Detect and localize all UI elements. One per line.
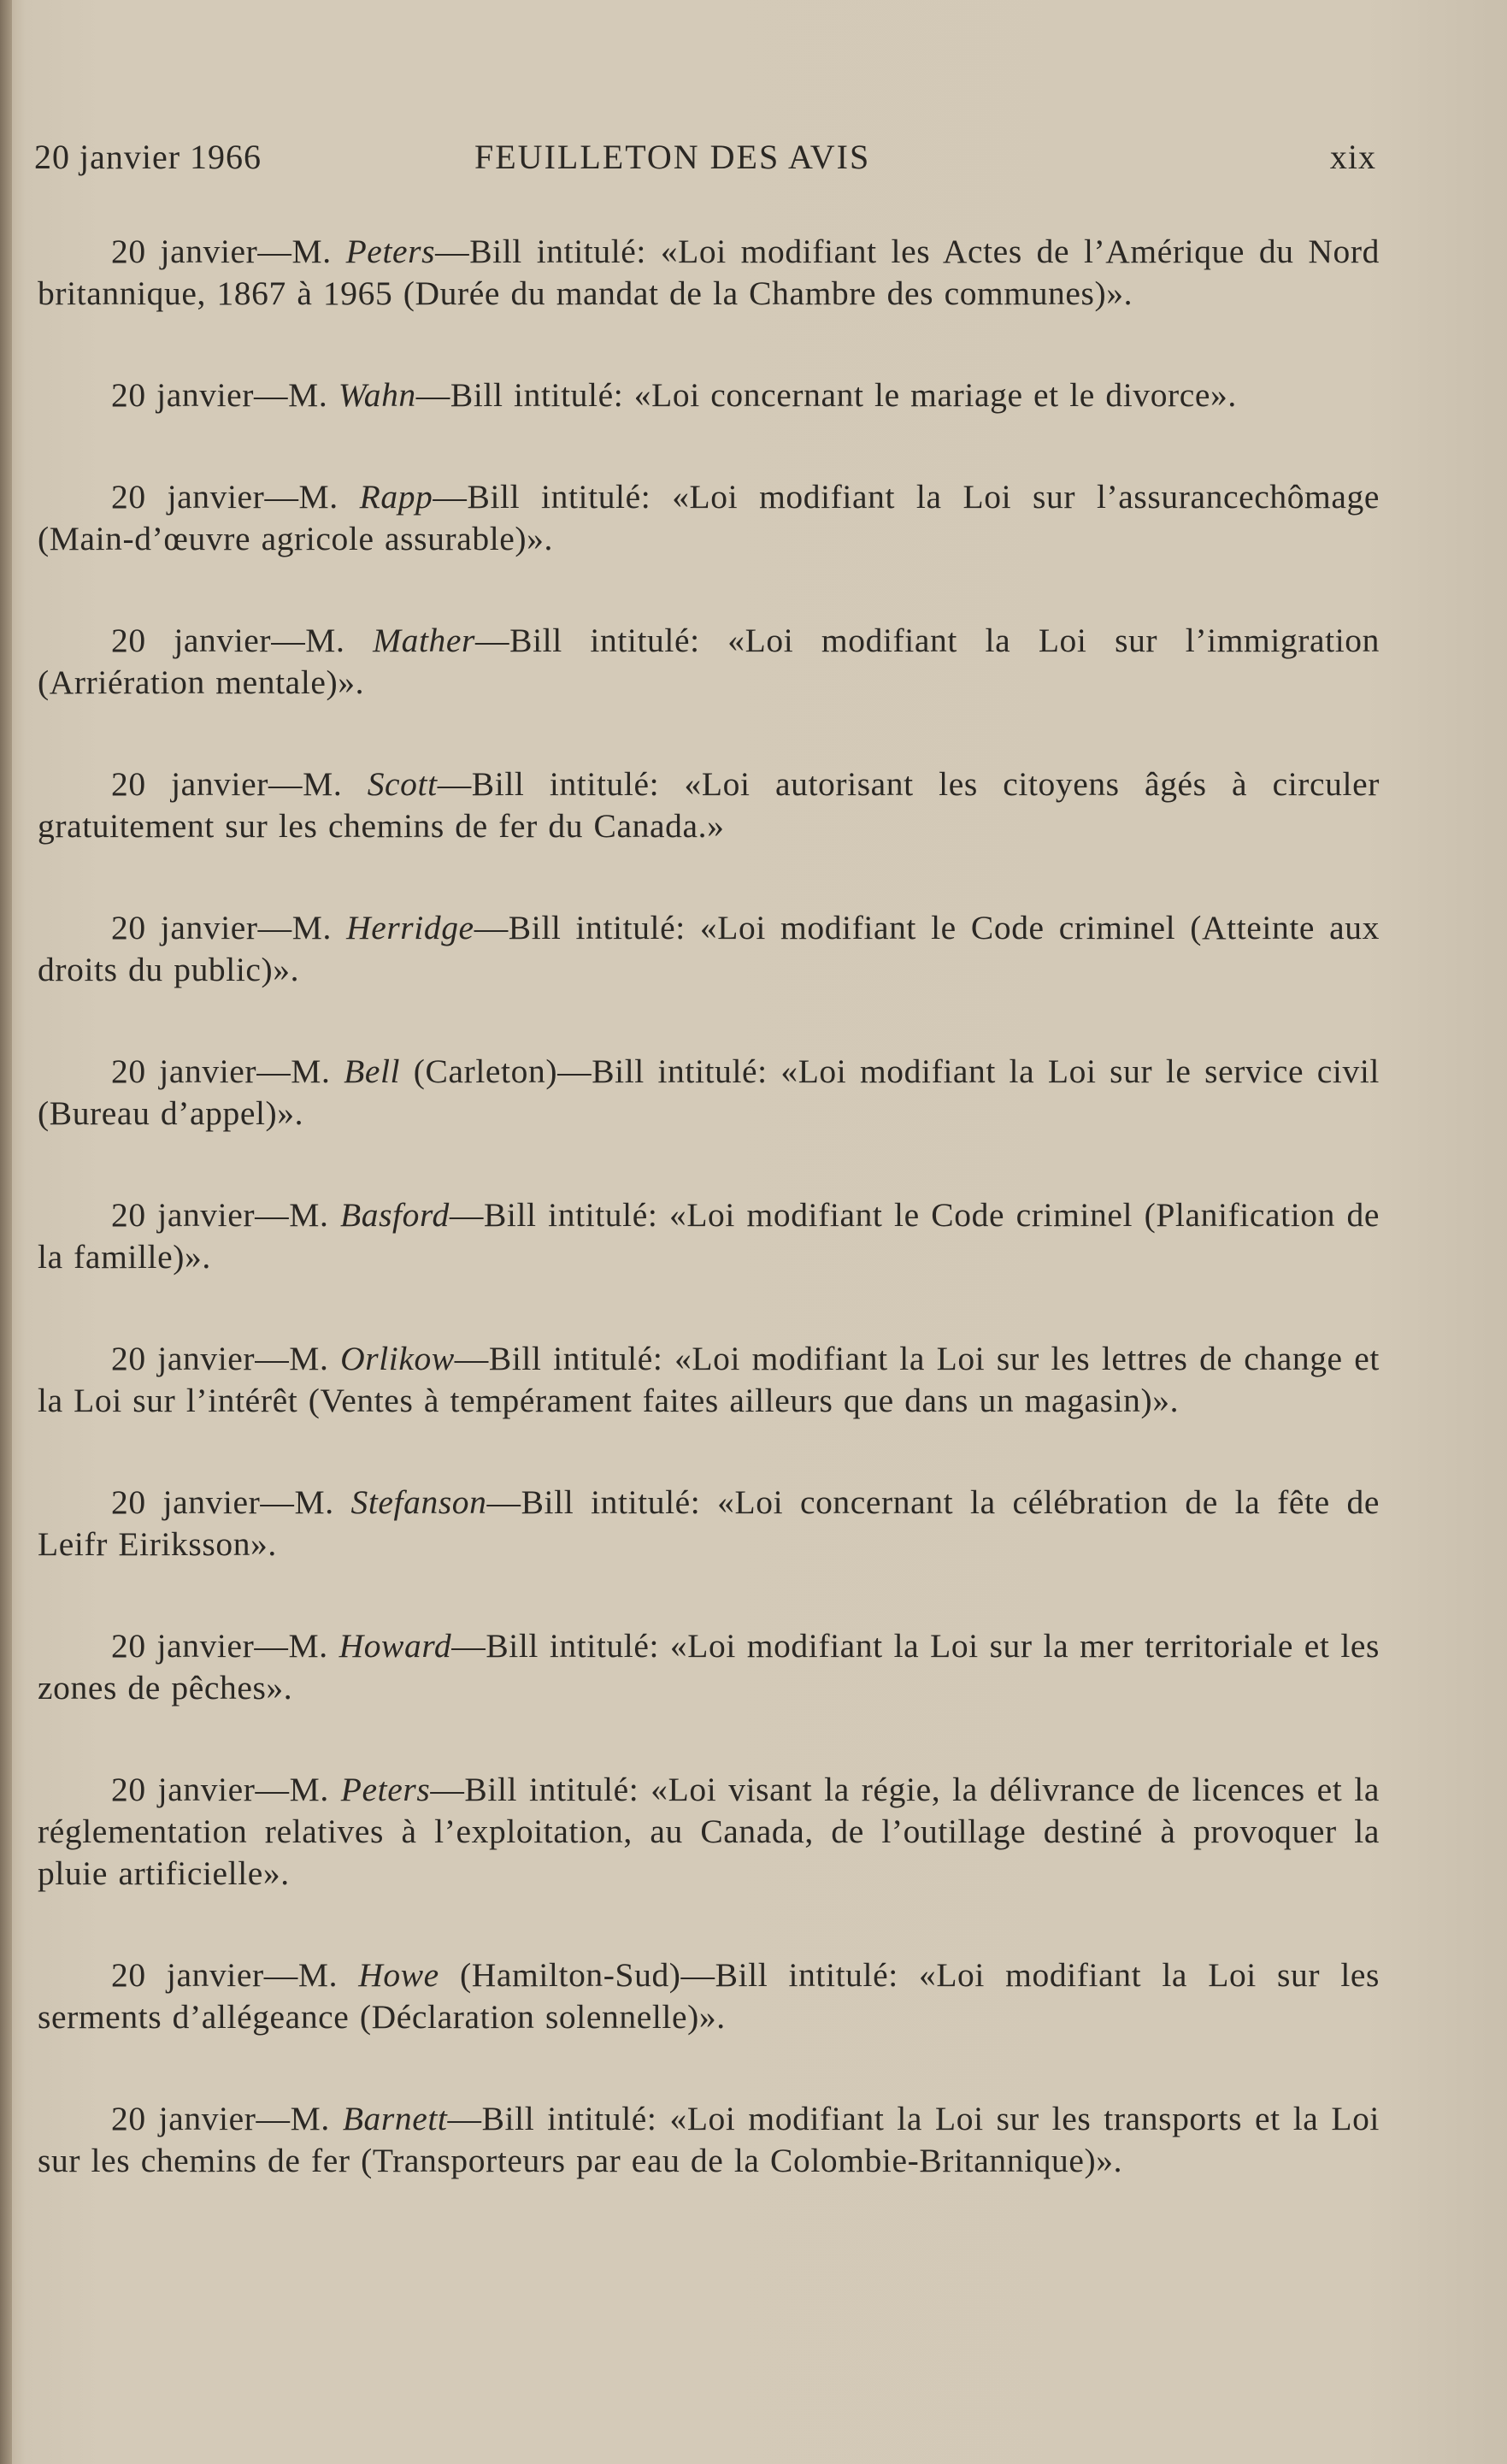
notice-item: 20 janvier—M. Bell (Carleton)—Bill intitulé: «Loi modifiant la Loi sur le service civil (Bureau d’appel)».: [38, 1052, 1380, 1132]
notice-date: 20 janvier: [111, 1340, 256, 1377]
member-name: Orlikow: [340, 1340, 455, 1377]
member-title: M.: [289, 1340, 329, 1377]
book-spine-shadow: [0, 0, 12, 2464]
member-title: M.: [289, 1196, 329, 1234]
member-name: Scott: [367, 765, 438, 803]
bill-text: Bill intitulé: «Loi modifiant les Actes de l’Amérique du Nord britannique, 1867 à 1965 (Durée du mandat de la Chambre des communes)».: [38, 233, 1380, 312]
member-title: M.: [294, 1483, 334, 1521]
notice-item: 20 janvier—M. Peters—Bill intitulé: «Loi modifiant les Actes de l’Amérique du Nord britannique, 1867 à 1965 (Durée du mandat de la Chambre des communes)».: [38, 233, 1380, 312]
notice-date: 20 janvier: [111, 1052, 257, 1090]
notice-item: 20 janvier—M. Basford—Bill intitulé: «Loi modifiant le Code criminel (Planification de la famille)».: [38, 1196, 1380, 1276]
notice-item: 20 janvier—M. Orlikow—Bill intitulé: «Loi modifiant la Loi sur les lettres de change et la Loi sur l’intérêt (Ventes à tempérament faites ailleurs que dans un magasin)».: [38, 1340, 1380, 1419]
member-name: Mather: [373, 622, 476, 659]
notice-item: 20 janvier—M. Peters—Bill intitulé: «Loi visant la régie, la délivrance de licences et la réglementation relatives à l’exploitation, au Canada, de l’outillage destiné à provoquer la pluie artificielle».: [38, 1771, 1380, 1892]
notice-date: 20 janvier: [111, 2100, 256, 2137]
notice-date: 20 janvier: [111, 1627, 255, 1665]
member-title: M.: [291, 909, 332, 946]
member-name: Bell: [344, 1052, 401, 1090]
notice-date: 20 janvier: [111, 1196, 256, 1234]
notices-list: [38, 231, 1380, 2242]
member-name: Wahn: [338, 376, 416, 414]
notice-item: 20 janvier—M. Howard—Bill intitulé: «Loi modifiant la Loi sur la mer territoriale et les zones de pêches».: [38, 1627, 1380, 1707]
member-name: Peters: [345, 233, 436, 270]
member-name: Basford: [339, 1196, 450, 1234]
notice-item: 20 janvier—M. Rapp—Bill intitulé: «Loi modifiant la Loi sur l’assurancechômage (Main-d’œuvre agricole assurable)».: [38, 478, 1380, 557]
notice-date: 20 janvier: [111, 622, 272, 659]
notice-item: 20 janvier—M. Wahn—Bill intitulé: «Loi concernant le mariage et le divorce».: [111, 376, 1237, 414]
notice-date: 20 janvier: [111, 478, 265, 516]
member-name: Herridge: [346, 909, 474, 946]
member-name: Barnett: [342, 2100, 448, 2137]
member-title: M.: [288, 1627, 328, 1665]
member-riding: (Carleton): [400, 1052, 558, 1090]
member-name: Howe: [358, 1956, 439, 1994]
member-riding: (Hamilton-Sud): [439, 1956, 681, 1994]
notice-date: 20 janvier: [111, 233, 258, 270]
member-title: M.: [305, 622, 345, 659]
bill-text: Bill intitulé: «Loi modifiant la Loi sur la mer territoriale et les zones de pêches».: [38, 1627, 1380, 1707]
notice-item: 20 janvier—M. Stefanson—Bill intitulé: «Loi concernant la célébration de la fête de Leifr Eiriksson».: [38, 1483, 1380, 1563]
member-title: M.: [290, 2100, 330, 2137]
bill-text: Bill intitulé: «Loi concernant la célébration de la fête de Leifr Eiriksson».: [38, 1483, 1380, 1563]
header-date: 20 janvier 1966: [34, 138, 262, 176]
member-title: M.: [291, 1052, 331, 1090]
header-title: FEUILLETON DES AVIS: [474, 138, 871, 176]
bill-text: Bill intitulé: «Loi modifiant la Loi sur les lettres de change et la Loi sur l’intérêt (Ventes à tempérament faites ailleurs que dans un magasin)».: [38, 1340, 1380, 1419]
notice-date: 20 janvier: [111, 765, 268, 803]
bill-text: Bill intitulé: «Loi modifiant la Loi sur les transports et la Loi sur les chemins de fer (Transporteurs par eau de la Colombie-Britannique)».: [38, 2100, 1380, 2179]
member-title: M.: [297, 1956, 338, 1994]
notice-date: 20 janvier: [111, 1956, 264, 1994]
bill-text: Bill intitulé: «Loi concernant le mariage et le divorce».: [450, 376, 1237, 414]
bill-text: Bill intitulé: «Loi modifiant le Code criminel (Atteinte aux droits du public)».: [38, 909, 1380, 988]
bill-text: Bill intitulé: «Loi modifiant la Loi sur l’assurancechômage (Main-d’œuvre agricole assurable)».: [38, 478, 1380, 557]
member-name: Rapp: [359, 478, 433, 516]
member-name: Peters: [340, 1771, 431, 1808]
member-name: Howard: [338, 1627, 452, 1665]
member-title: M.: [303, 765, 343, 803]
notice-date: 20 janvier: [111, 1771, 256, 1808]
bill-text: Bill intitulé: «Loi visant la régie, la délivrance de licences et la réglementation relatives à l’exploitation, au Canada, de l’outillage destiné à provoquer la pluie artificielle».: [38, 1771, 1380, 1892]
bill-text: Bill intitulé: «Loi modifiant la Loi sur le service civil (Bureau d’appel)».: [38, 1052, 1380, 1132]
page-number: xix: [1329, 138, 1376, 176]
bill-text: Bill intitulé: «Loi modifiant le Code criminel (Planification de la famille)».: [38, 1196, 1380, 1276]
bill-text: Bill intitulé: «Loi modifiant la Loi sur les serments d’allégeance (Déclaration solennelle)».: [38, 1956, 1380, 2036]
notice-item: 20 janvier—M. Herridge—Bill intitulé: «Loi modifiant le Code criminel (Atteinte aux droits du public)».: [38, 909, 1380, 988]
notice-item: 20 janvier—M. Howe (Hamilton-Sud)—Bill intitulé: «Loi modifiant la Loi sur les serments d’allégeance (Déclaration solennelle)».: [38, 1956, 1380, 2036]
member-name: Stefanson: [350, 1483, 487, 1521]
member-title: M.: [298, 478, 338, 516]
notice-date: 20 janvier: [111, 1483, 261, 1521]
notice-date: 20 janvier: [111, 376, 255, 414]
notice-date: 20 janvier: [111, 909, 258, 946]
notice-item: 20 janvier—M. Mather—Bill intitulé: «Loi modifiant la Loi sur l’immigration (Arriération mentale)».: [38, 622, 1380, 701]
member-title: M.: [291, 233, 332, 270]
member-title: M.: [289, 1771, 329, 1808]
bill-text: Bill intitulé: «Loi modifiant la Loi sur l’immigration (Arriération mentale)».: [38, 622, 1380, 701]
notice-item: 20 janvier—M. Scott—Bill intitulé: «Loi autorisant les citoyens âgés à circuler gratuitement sur les chemins de fer du Canada.»: [38, 765, 1380, 845]
running-header: [34, 137, 1376, 188]
member-title: M.: [288, 376, 328, 414]
bill-text: Bill intitulé: «Loi autorisant les citoyens âgés à circuler gratuitement sur les chemins de fer du Canada.»: [38, 765, 1380, 845]
notice-item: 20 janvier—M. Barnett—Bill intitulé: «Loi modifiant la Loi sur les transports et la Loi sur les chemins de fer (Transporteurs par eau de la Colombie-Britannique)».: [38, 2100, 1380, 2179]
